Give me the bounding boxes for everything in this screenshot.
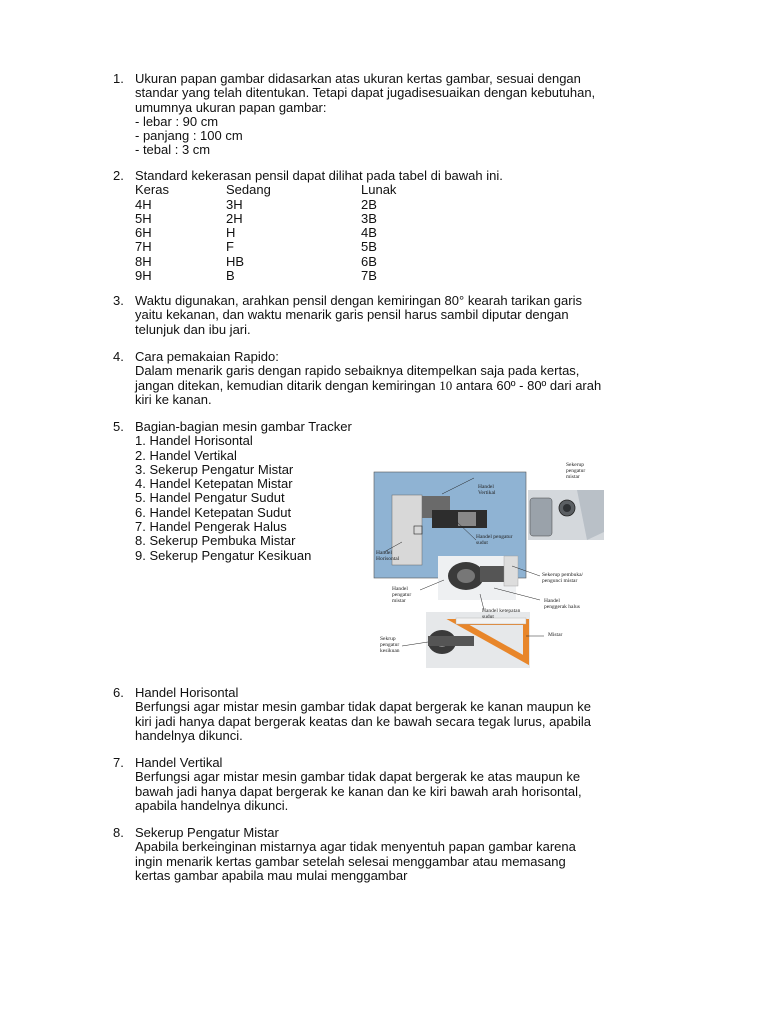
item-body bbox=[135, 294, 695, 337]
text-line: Berfungsi agar mistar mesin gambar tidak dapat bergerak ke kanan maupun ke bbox=[135, 699, 591, 715]
table-cell: 6H bbox=[135, 225, 152, 241]
table-cell: 7B bbox=[361, 268, 377, 284]
item-number: 4. bbox=[113, 349, 124, 364]
table-cell: F bbox=[226, 239, 234, 255]
part-item: 2. Handel Vertikal bbox=[135, 447, 237, 463]
text-line: Standard kekerasan pensil dapat dilihat pada tabel di bawah ini. bbox=[135, 168, 503, 183]
item-body bbox=[135, 826, 695, 883]
table-header: Keras bbox=[135, 182, 169, 198]
text-line: kiri jadi hanya dapat bergerak keatas dan ke bawah secara tegak lurus, apabila bbox=[135, 713, 592, 729]
part-item: 9. Sekerup Pengatur Kesikuan bbox=[135, 547, 312, 563]
table-header-row bbox=[135, 183, 695, 197]
drafting-machine-illustration bbox=[372, 460, 620, 672]
text-line: standar yang telah ditentukan. Tetapi dapat jugadisesuaikan dengan kebutuhan, bbox=[135, 85, 596, 101]
table-cell: 4H bbox=[135, 196, 152, 212]
text-line: apabila handelnya dikunci. bbox=[135, 797, 289, 813]
table-header: Sedang bbox=[226, 182, 271, 198]
item-body bbox=[135, 169, 695, 283]
text-line: ingin menarik kertas gambar setelah selesai menggambar atau memasang bbox=[135, 853, 566, 869]
item-title: Handel Vertikal bbox=[135, 755, 223, 770]
text-line: - tebal : 3 cm bbox=[135, 142, 211, 158]
table-cell: 3H bbox=[226, 196, 243, 212]
item-title: Sekerup Pengatur Mistar bbox=[135, 825, 279, 840]
table-cell: 2B bbox=[361, 196, 377, 212]
text-line: Apabila berkeinginan mistarnya agar tidak menyentuh papan gambar karena bbox=[135, 839, 576, 855]
table-cell: HB bbox=[226, 253, 245, 269]
item-number: 8. bbox=[113, 825, 124, 840]
text-line: umumnya ukuran papan gambar: bbox=[135, 99, 327, 115]
label-handel-horisontal: Handel Horisontal bbox=[376, 550, 400, 562]
table-cell: 4B bbox=[361, 225, 377, 241]
table-cell: 7H bbox=[135, 239, 152, 255]
table-cell: 9H bbox=[135, 268, 152, 284]
item-number: 7. bbox=[113, 755, 124, 770]
part-item: 3. Sekerup Pengatur Mistar bbox=[135, 461, 294, 477]
text-line: telunjuk dan ibu jari. bbox=[135, 321, 251, 337]
table-row bbox=[135, 255, 695, 269]
table-cell: 8H bbox=[135, 253, 152, 269]
item-body bbox=[135, 756, 695, 813]
text-fragment: jangan ditekan, kemudian ditarik dengan kemiringan bbox=[135, 377, 440, 393]
table-cell: 2H bbox=[226, 210, 243, 226]
text-line: Berfungsi agar mistar mesin gambar tidak dapat bergerak ke atas maupun ke bbox=[135, 769, 581, 785]
text-line bbox=[135, 379, 695, 393]
part-item: 4. Handel Ketepatan Mistar bbox=[135, 476, 293, 492]
text-line: Ukuran papan gambar didasarkan atas ukuran kertas gambar, sesuai dengan bbox=[135, 71, 581, 86]
text-line: Waktu digunakan, arahkan pensil dengan kemiringan 80° kearah tarikan garis bbox=[135, 293, 582, 308]
item-title: Cara pemakaian Rapido: bbox=[135, 349, 279, 364]
table-cell: B bbox=[226, 268, 235, 284]
part-item: 1. Handel Horisontal bbox=[135, 433, 253, 449]
table-cell: H bbox=[226, 225, 236, 241]
table-row bbox=[135, 269, 695, 283]
table-header: Lunak bbox=[361, 182, 397, 198]
item-number: 6. bbox=[113, 685, 124, 700]
drafting-machine-figure bbox=[372, 460, 620, 672]
label-handel-penggerak-halus: Handel penggerak halus bbox=[544, 598, 580, 610]
item-body bbox=[135, 72, 695, 158]
item-title: Bagian-bagian mesin gambar Tracker bbox=[135, 419, 352, 434]
table-row bbox=[135, 212, 695, 226]
item-number: 3. bbox=[113, 293, 124, 308]
label-handel-pengatur-mistar: Handel pengatur mistar bbox=[392, 586, 412, 604]
table-cell: 5H bbox=[135, 210, 152, 226]
item-body bbox=[135, 350, 695, 407]
table-cell: 6B bbox=[361, 253, 377, 269]
item-number: 5. bbox=[113, 419, 124, 434]
table-row bbox=[135, 226, 695, 240]
text-line: kertas gambar apabila mau mulai menggambar bbox=[135, 867, 408, 883]
text-fragment: antara 60º - 80º dari arah bbox=[452, 377, 602, 393]
text-line: bawah jadi hanya dapat bergerak ke kanan dan ke kiri bawah arah horisontal, bbox=[135, 783, 582, 799]
part-item: 8. Sekerup Pembuka Mistar bbox=[135, 533, 296, 549]
item-title: Handel Horisontal bbox=[135, 685, 239, 700]
angle-number: 10 bbox=[439, 377, 453, 393]
text-line: handelnya dikunci. bbox=[135, 727, 243, 743]
table-row bbox=[135, 240, 695, 254]
text-line: - panjang : 100 cm bbox=[135, 128, 243, 144]
text-line: Dalam menarik garis dengan rapido sebaiknya ditempelkan saja pada kertas, bbox=[135, 363, 580, 379]
label-sekerup-pengatur-mistar: Sekerup pengatur mistar bbox=[566, 462, 586, 480]
label-sekerup-pembuka: Sekerup pembuka/ pengunci mistar bbox=[542, 572, 584, 584]
pencil-hardness-table bbox=[135, 183, 695, 283]
text-line: - lebar : 90 cm bbox=[135, 113, 219, 129]
label-handel-pengatur-sudut: Handel pengatur sudut bbox=[476, 534, 513, 546]
label-handel-vertikal: Handel Vertikal bbox=[478, 484, 496, 496]
label-handel-ketepatan-sudut: Handel ketepatan sudut bbox=[482, 608, 521, 620]
text-line: yaitu kekanan, dan waktu menarik garis pensil harus sambil diputar dengan bbox=[135, 307, 569, 323]
part-item: 7. Handel Pengerak Halus bbox=[135, 519, 287, 535]
part-item: 5. Handel Pengatur Sudut bbox=[135, 490, 285, 506]
table-cell: 3B bbox=[361, 210, 377, 226]
part-item: 6. Handel Ketepatan Sudut bbox=[135, 504, 292, 520]
table-row bbox=[135, 198, 695, 212]
label-mistar: Mistar bbox=[548, 632, 563, 638]
text-line: kiri ke kanan. bbox=[135, 391, 212, 407]
item-number: 2. bbox=[113, 168, 124, 183]
item-body bbox=[135, 686, 695, 743]
label-sekrup-pengatur-kesikuan: Sekrup pengatur kesikuan bbox=[380, 636, 400, 654]
item-number: 1. bbox=[113, 71, 124, 86]
table-cell: 5B bbox=[361, 239, 377, 255]
